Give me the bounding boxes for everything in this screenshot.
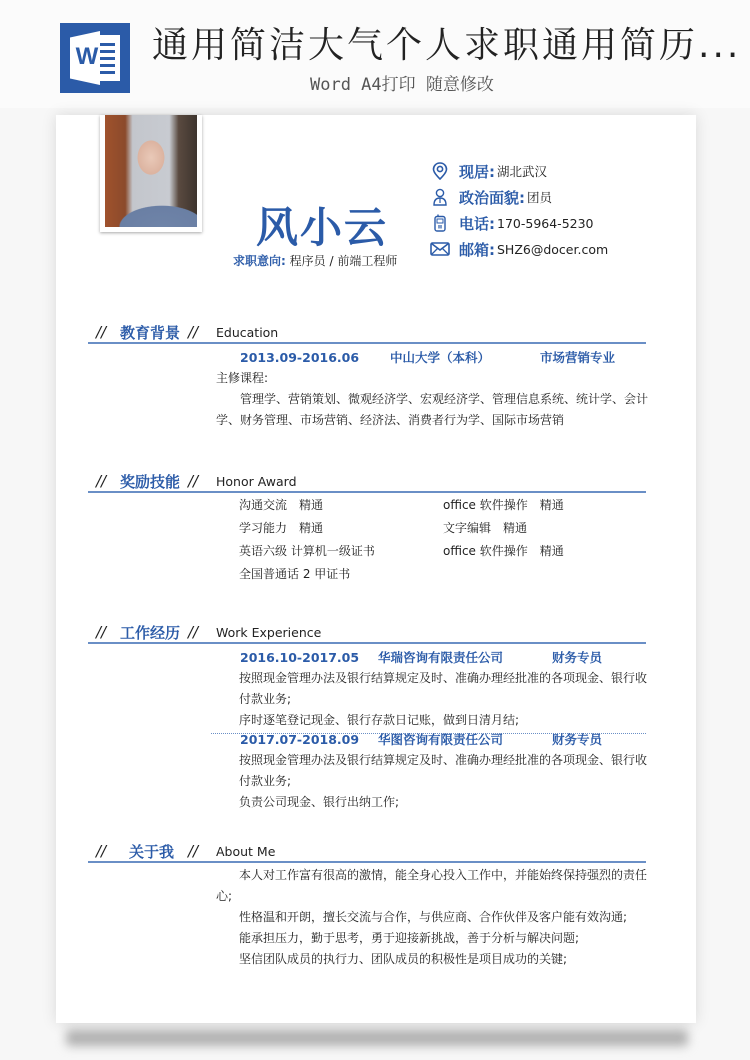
slash-divider: // bbox=[96, 323, 107, 341]
contact-value: 团员 bbox=[527, 190, 553, 205]
skill-item: office 软件操作 精通 bbox=[443, 544, 564, 558]
job-duty: 付款业务; bbox=[239, 774, 292, 788]
job-period: 2017.07-2018.09 bbox=[240, 732, 360, 747]
job-duty: 按照现金管理办法及银行结算规定及时、准确办理经批准的各项现金、银行收 bbox=[239, 671, 648, 685]
education-school: 中山大学（本科） bbox=[390, 350, 491, 365]
courses-line: 学、财务管理、市场营销、经济法、消费者行为学、国际市场营销 bbox=[216, 413, 565, 427]
about-line: 能承担压力，勤于思考，勇于迎接新挑战，善于分析与解决问题; bbox=[239, 931, 580, 945]
skill-item: 英语六级 计算机一级证书 bbox=[239, 544, 375, 558]
section-header bbox=[88, 839, 646, 863]
job-duty: 负责公司现金、银行出纳工作; bbox=[239, 795, 400, 809]
contact-label: 现居: bbox=[459, 162, 495, 181]
slash-divider: // bbox=[96, 842, 107, 860]
section-header bbox=[88, 469, 646, 493]
skill-item: 文字编辑 精通 bbox=[443, 521, 528, 535]
section-title: 关于我 bbox=[129, 843, 175, 861]
courses-label: 主修课程: bbox=[216, 371, 269, 385]
person-icon bbox=[430, 187, 450, 207]
education-major: 市场营销专业 bbox=[540, 350, 616, 365]
section-title-en: Education bbox=[216, 325, 279, 340]
contact-location bbox=[430, 158, 608, 184]
job-period: 2016.10-2017.05 bbox=[240, 650, 360, 665]
slash-divider: // bbox=[96, 472, 107, 490]
job-position: 财务专员 bbox=[552, 650, 603, 665]
section-header bbox=[88, 320, 646, 344]
section-title: 教育背景 bbox=[120, 324, 181, 342]
preview-banner bbox=[0, 0, 750, 108]
contact-value: 170-5964-5230 bbox=[497, 215, 594, 231]
candidate-name: 风小云 bbox=[256, 203, 389, 252]
job-duty: 序时逐笔登记现金、银行存款日记账，做到日清月结; bbox=[239, 713, 520, 727]
skill-item: 全国普通话 2 甲证书 bbox=[239, 567, 351, 581]
objective-label: 求职意向: bbox=[233, 254, 286, 268]
courses-line: 管理学、营销策划、微观经济学、宏观经济学、管理信息系统、统计学、会计 bbox=[240, 392, 649, 406]
resume-page bbox=[56, 115, 696, 1023]
about-line: 心; bbox=[216, 889, 233, 903]
contact-political-status bbox=[430, 184, 608, 210]
section-title-en: Honor Award bbox=[216, 474, 297, 489]
job-company: 华图咨询有限责任公司 bbox=[378, 732, 504, 747]
page-shadow bbox=[66, 1030, 688, 1046]
mail-icon bbox=[430, 239, 450, 259]
section-title-en: About Me bbox=[216, 844, 276, 859]
objective-value: 程序员 / 前端工程师 bbox=[289, 254, 398, 268]
contact-label: 邮箱: bbox=[459, 240, 495, 259]
job-company: 华瑞咨询有限责任公司 bbox=[378, 650, 504, 665]
job-position: 财务专员 bbox=[552, 732, 603, 747]
document-subtitle: Word A4打印 随意修改 bbox=[310, 75, 494, 95]
section-header bbox=[88, 620, 646, 644]
contact-value: SHZ6@docer.com bbox=[497, 241, 609, 257]
slash-divider: // bbox=[188, 623, 199, 641]
profile-photo bbox=[105, 115, 197, 227]
slash-divider: // bbox=[188, 472, 199, 490]
about-line: 本人对工作富有很高的激情，能全身心投入工作中，并能始终保持强烈的责任 bbox=[239, 868, 648, 882]
skill-item: office 软件操作 精通 bbox=[443, 498, 564, 512]
education-period: 2013.09-2016.06 bbox=[240, 350, 360, 365]
job-duty: 付款业务; bbox=[239, 692, 292, 706]
word-letter: W bbox=[75, 43, 99, 70]
location-icon bbox=[430, 161, 450, 181]
section-title: 奖励技能 bbox=[120, 473, 181, 491]
section-title: 工作经历 bbox=[120, 624, 181, 642]
job-objective bbox=[233, 252, 397, 269]
about-line: 坚信团队成员的执行力、团队成员的积极性是项目成功的关键; bbox=[239, 952, 568, 966]
phone-icon bbox=[430, 213, 450, 233]
contact-value: 湖北武汉 bbox=[497, 164, 548, 179]
job-duty: 按照现金管理办法及银行结算规定及时、准确办理经批准的各项现金、银行收 bbox=[239, 753, 648, 767]
contact-email bbox=[430, 236, 608, 262]
section-title-en: Work Experience bbox=[216, 625, 322, 640]
contact-label: 政治面貌: bbox=[459, 188, 525, 207]
skill-item: 学习能力 精通 bbox=[239, 521, 324, 535]
word-icon bbox=[60, 23, 130, 93]
contact-phone bbox=[430, 210, 608, 236]
contact-label: 电话: bbox=[459, 214, 495, 233]
contact-info bbox=[430, 158, 608, 262]
about-line: 性格温和开朗，擅长交流与合作，与供应商、合作伙伴及客户能有效沟通; bbox=[239, 910, 628, 924]
slash-divider: // bbox=[188, 323, 199, 341]
skill-item: 沟通交流 精通 bbox=[239, 498, 324, 512]
slash-divider: // bbox=[188, 842, 199, 860]
document-title: 通用简洁大气个人求职通用简历... bbox=[152, 25, 742, 66]
slash-divider: // bbox=[96, 623, 107, 641]
profile-photo-frame bbox=[100, 115, 202, 232]
